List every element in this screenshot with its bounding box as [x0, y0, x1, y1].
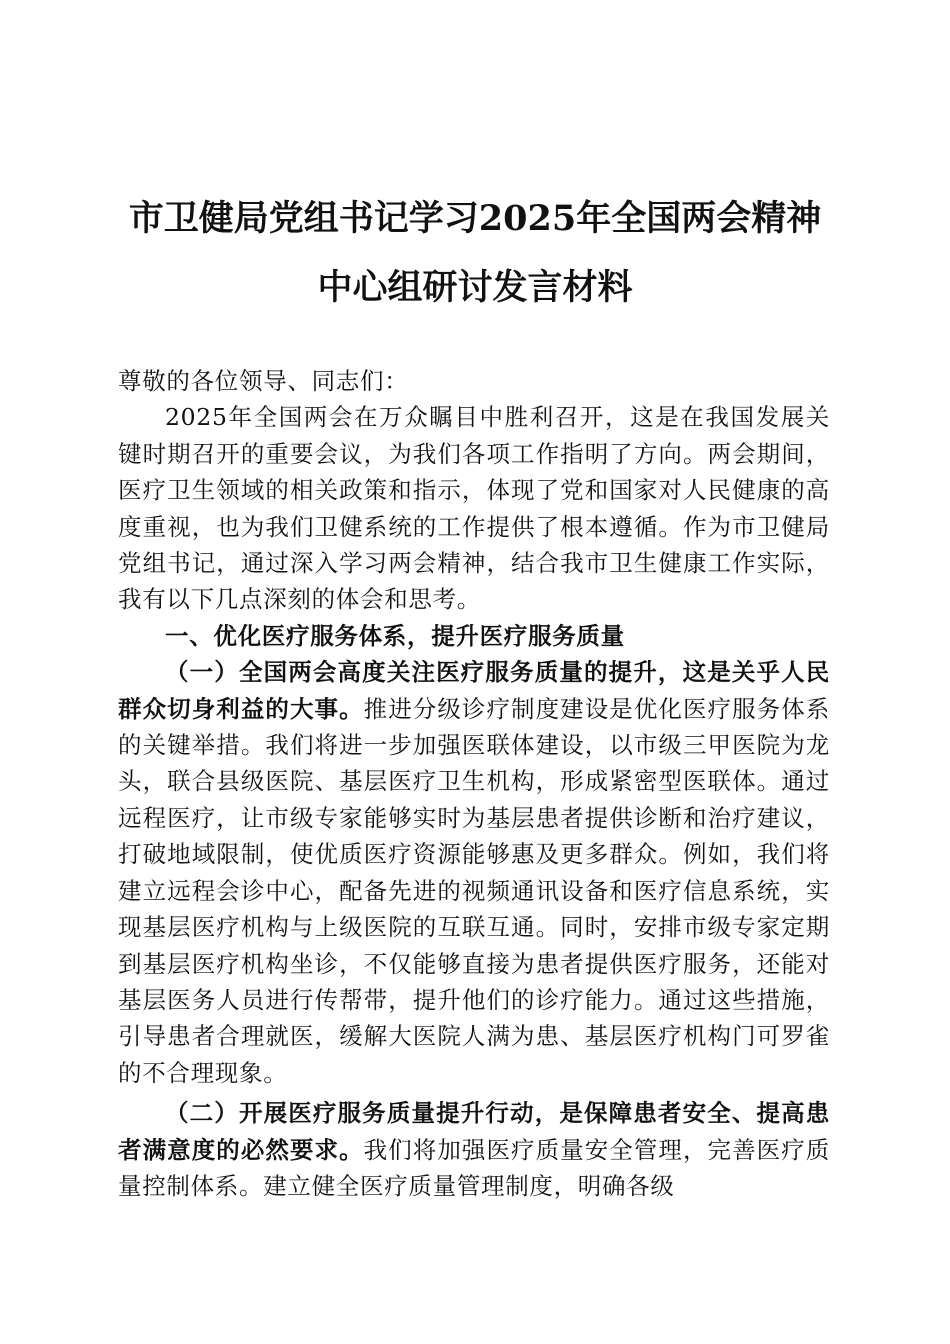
section-heading-1: 一、优化医疗服务体系，提升医疗服务质量	[165, 621, 625, 650]
paragraph-1-lead: （一）全国两会高度关注医疗服务质量的提升，这是关乎人民群众切身利益的大事。	[118, 658, 830, 723]
paragraph-1	[118, 654, 830, 1091]
salutation: 尊敬的各位领导、同志们：	[118, 367, 409, 395]
paragraph-2-body: 我们将加强医疗质量安全管理，完善医疗质量控制体系。建立健全医疗质量管理制度，明确各级	[118, 1135, 830, 1200]
paragraph-2-lead: （二）开展医疗服务质量提升行动，是保障患者安全、提高患者满意度的必然要求。	[118, 1099, 830, 1164]
intro-paragraph: 2025年全国两会在万众瞩目中胜利召开，这是在我国发展关键时期召开的重要会议，为我们各项工作指明了方向。两会期间，医疗卫生领域的相关政策和指示，体现了党和国家对人民健康的高度重视，也为我们卫健系统的工作提供了根本遵循。作为市卫健局党组书记，通过深入学习两会精神，结合我市卫生健康工作实际，我有以下几点深刻的体会和思考。	[118, 403, 830, 614]
document-title-line-2: 中心组研讨发言材料	[317, 267, 633, 308]
paragraph-1-body: 推进分级诊疗制度建设是优化医疗服务体系的关键举措。我们将进一步加强医联体建设，以市级三甲医院为龙头，联合县级医院、基层医疗卫生机构，形成紧密型医联体。通过远程医疗，让市级专家能够实时为基层患者提供诊断和治疗建议，打破地域限制，使优质医疗资源能够惠及更多群众。例如，我们将建立远程会诊中心，配备先进的视频通讯设备和医疗信息系统，实现基层医疗机构与上级医院的互联互通。同时，安排市级专家定期到基层医疗机构坐诊，不仅能够直接为患者提供医疗服务，还能对基层医务人员进行传帮带，提升他们的诊疗能力。通过这些措施，引导患者合理就医，缓解大医院人满为患、基层医疗机构门可罗雀的不合理现象。	[118, 694, 830, 1087]
document-title-line-1: 市卫健局党组书记学习2025年全国两会精神	[128, 198, 822, 239]
document-body	[118, 363, 830, 1204]
paragraph-2	[118, 1095, 830, 1204]
